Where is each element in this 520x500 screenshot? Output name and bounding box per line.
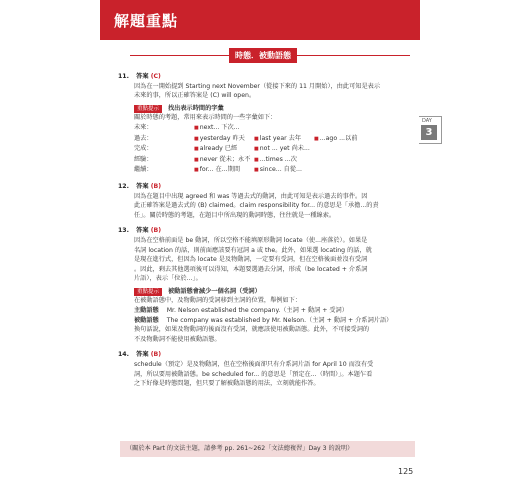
question-12 (118, 182, 418, 220)
day-label: DAY (422, 118, 432, 124)
explanation-line: 。因此，剩去其他選項後可以得知，本題要選過去分詞，形成（be located + 介系詞 (134, 265, 368, 273)
explanation-line: 未來的事，所以正確答案是 (C) will open。 (134, 92, 256, 100)
content (118, 68, 418, 389)
question-14 (118, 350, 418, 388)
header-banner (100, 0, 420, 40)
page-title: 解題重點 (114, 12, 179, 30)
explanation-line: 任」。關於時態的考題，在題目中所出現的動詞時態，往往就是一種線索。 (134, 211, 336, 219)
tip-chip: 重點提示 (134, 288, 162, 296)
tip-title: 找出表示時間的字彙 (167, 104, 224, 112)
tip-text: 在被動語態中，及物動詞的受詞移到主詞的位置，舉例如下： (134, 297, 302, 305)
tip-chip: 重點提示 (134, 105, 162, 113)
explanation-line: 名詞 location 的話，則前面應該要有冠詞 a 或 the。此外，如果選 locating 的話，就 (134, 246, 372, 254)
explanation-line: 因為在題目中出現 agreed 和 was 等過去式的動詞，由此可知是表示過去的事件。因 (134, 192, 368, 200)
time-words-table: 未來： ■next... 下次... 過去： ■yesterday 昨天 ■last year 去年 ■...ago ...以前 完成： ■already 已經 ■not ... yet 尚未... 經驗： ■never 從未；永不 ■...times ...次 繼續： ■for... 在...期間 ■since... 自從... (134, 123, 358, 174)
explanation-line: 是現在進行式，但因為 locate 是及物動詞，一定要有受詞，但在空格後面並沒有受詞 (134, 256, 368, 264)
answer-label: 答案 (136, 351, 149, 359)
answer-value: (C) (150, 73, 161, 80)
section-tag: 時態．被動語態 (229, 48, 297, 63)
tip-text: 不及物動詞不能使用被動語態。 (134, 335, 221, 343)
question-number: 11. (118, 73, 129, 80)
explanation-line: schedule（預定）是及物動詞，但在空格後面卻只有介系詞片語 for April 10 而沒有受 (134, 361, 374, 369)
answer-label: 答案 (136, 182, 149, 190)
explanation-line: 片語），表示「位於...」。 (134, 275, 202, 283)
question-number: 13. (118, 227, 129, 235)
day-tab (419, 116, 442, 144)
explanation-line: 因為在空格前面是 be 動詞，所以空格不能填原形動詞 locate（使...座落於）。如果是 (134, 236, 368, 244)
grammar-reference-note: （關於本 Part 的文法主題，請參考 pp. 261~262「文法總複習」Day 3 的說明） (120, 441, 415, 457)
explanation-line: 因為在一開始提到 Starting next November（從接下來的 11 月開始），由此可知是表示 (134, 82, 381, 90)
day-number: 3 (421, 125, 437, 140)
question-number: 12. (118, 182, 129, 190)
answer-value: (B) (150, 182, 162, 190)
passive-voice-example: The company was established by Mr. Nelson.（主詞 + 動詞 + 介系詞片語） (166, 316, 393, 324)
tip-text: 關於時態的考題，常用來表示時間的一些字彙如下： (134, 114, 277, 122)
answer-value: (B) (150, 227, 162, 235)
active-voice-example: Mr. Nelson established the company.（主詞 + 動詞 + 受詞） (166, 307, 348, 315)
explanation-line: 之下好像是時態問題，但只要了解被動語態的用法，立刻就能作答。 (134, 380, 320, 388)
passive-voice-label: 被動語態 (134, 316, 159, 324)
active-voice-label: 主動語態 (134, 307, 159, 315)
question-11 (118, 72, 418, 176)
tip-title: 被動語態會減少一個名詞（受詞） (167, 287, 261, 295)
answer-label: 答案 (136, 73, 149, 80)
page-number: 125 (398, 467, 414, 476)
explanation-line: 詞，所以要用被動語態。be scheduled for... 的意思是「預定在...（時間）」。本題乍看 (134, 370, 373, 378)
answer-label: 答案 (136, 227, 149, 235)
tip-text: 換句話說，如果及物動詞的後面沒有受詞，就應該使用被動語態。此外，不可接受詞的 (134, 326, 370, 334)
answer-value: (B) (150, 351, 162, 359)
question-number: 14. (118, 351, 129, 359)
explanation-line: 此正確答案是過去式的 (B) claimed。claim responsibility for... 的意思是「承擔...的責 (134, 202, 379, 210)
question-13 (118, 226, 418, 344)
